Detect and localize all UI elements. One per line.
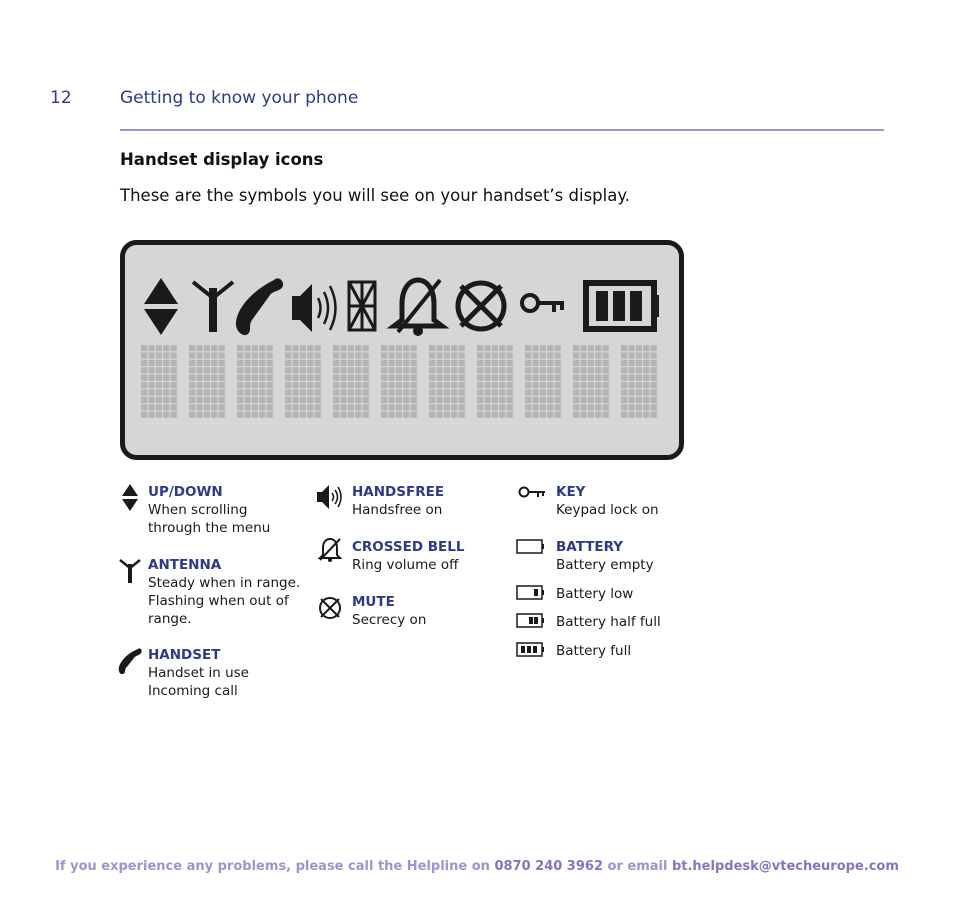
battery-low-icon bbox=[516, 584, 546, 606]
legend-desc: Incoming call bbox=[148, 683, 238, 699]
legend-desc: Ring volume off bbox=[352, 557, 459, 573]
intro-text: These are the symbols you will see on your handset’s display. bbox=[120, 186, 630, 205]
legend-desc: Flashing when out of bbox=[148, 593, 289, 609]
legend-battery-half bbox=[556, 613, 661, 631]
helpline-number: 0870 240 3962 bbox=[494, 859, 603, 874]
legend-antenna bbox=[148, 556, 300, 628]
legend-title: CROSSED BELL bbox=[352, 539, 465, 555]
legend-crossed-bell bbox=[352, 538, 464, 574]
legend-title: ANTENNA bbox=[148, 557, 222, 573]
legend-battery-full bbox=[556, 642, 631, 660]
battery-full-icon bbox=[516, 641, 546, 663]
legend-desc: When scrolling bbox=[148, 502, 248, 518]
mute-icon bbox=[317, 595, 343, 625]
legend-desc: Secrecy on bbox=[352, 612, 427, 628]
legend-title: HANDSFREE bbox=[352, 484, 445, 500]
legend-desc: through the menu bbox=[148, 520, 271, 536]
legend-handset bbox=[148, 646, 249, 700]
footer-helpline bbox=[0, 859, 954, 874]
legend-battery bbox=[556, 538, 654, 574]
legend-desc: Battery empty bbox=[556, 557, 654, 573]
segment-digit-icon bbox=[349, 282, 375, 330]
section-title: Getting to know your phone bbox=[120, 88, 359, 108]
legend-title: BATTERY bbox=[556, 539, 624, 555]
legend-desc: Handset in use bbox=[148, 665, 249, 681]
legend-up-down bbox=[148, 483, 270, 537]
legend-desc: Battery low bbox=[556, 586, 634, 602]
legend-title: UP/DOWN bbox=[148, 484, 223, 500]
key-icon bbox=[518, 485, 546, 505]
legend-mute bbox=[352, 593, 426, 629]
legend-desc: Battery half full bbox=[556, 614, 661, 630]
battery-half-icon bbox=[516, 612, 546, 634]
legend-desc: range. bbox=[148, 611, 192, 627]
battery-empty-icon bbox=[516, 538, 546, 560]
legend-battery-low bbox=[556, 585, 633, 603]
lcd-display bbox=[120, 240, 684, 460]
footer-text: or email bbox=[603, 859, 672, 874]
legend-desc: Battery full bbox=[556, 643, 632, 659]
legend-handsfree bbox=[352, 483, 444, 519]
header-rule bbox=[120, 129, 884, 131]
legend-key bbox=[556, 483, 659, 519]
handsfree-icon bbox=[317, 483, 343, 515]
handset-icon bbox=[118, 648, 142, 678]
legend-title: HANDSET bbox=[148, 647, 221, 663]
footer-text: If you experience any problems, please call the Helpline on bbox=[55, 859, 495, 874]
up-down-arrows-icon bbox=[120, 484, 140, 516]
antenna-icon bbox=[119, 558, 141, 588]
legend-title: KEY bbox=[556, 484, 586, 500]
heading: Handset display icons bbox=[120, 150, 324, 169]
page-number: 12 bbox=[50, 88, 72, 108]
crossed-bell-icon bbox=[317, 537, 343, 567]
legend-title: MUTE bbox=[352, 594, 395, 610]
helpdesk-email[interactable]: bt.helpdesk@vtecheurope.com bbox=[671, 859, 899, 874]
legend-desc: Handsfree on bbox=[352, 502, 443, 518]
legend-desc: Steady when in range. bbox=[148, 575, 301, 591]
legend-desc: Keypad lock on bbox=[556, 502, 659, 518]
